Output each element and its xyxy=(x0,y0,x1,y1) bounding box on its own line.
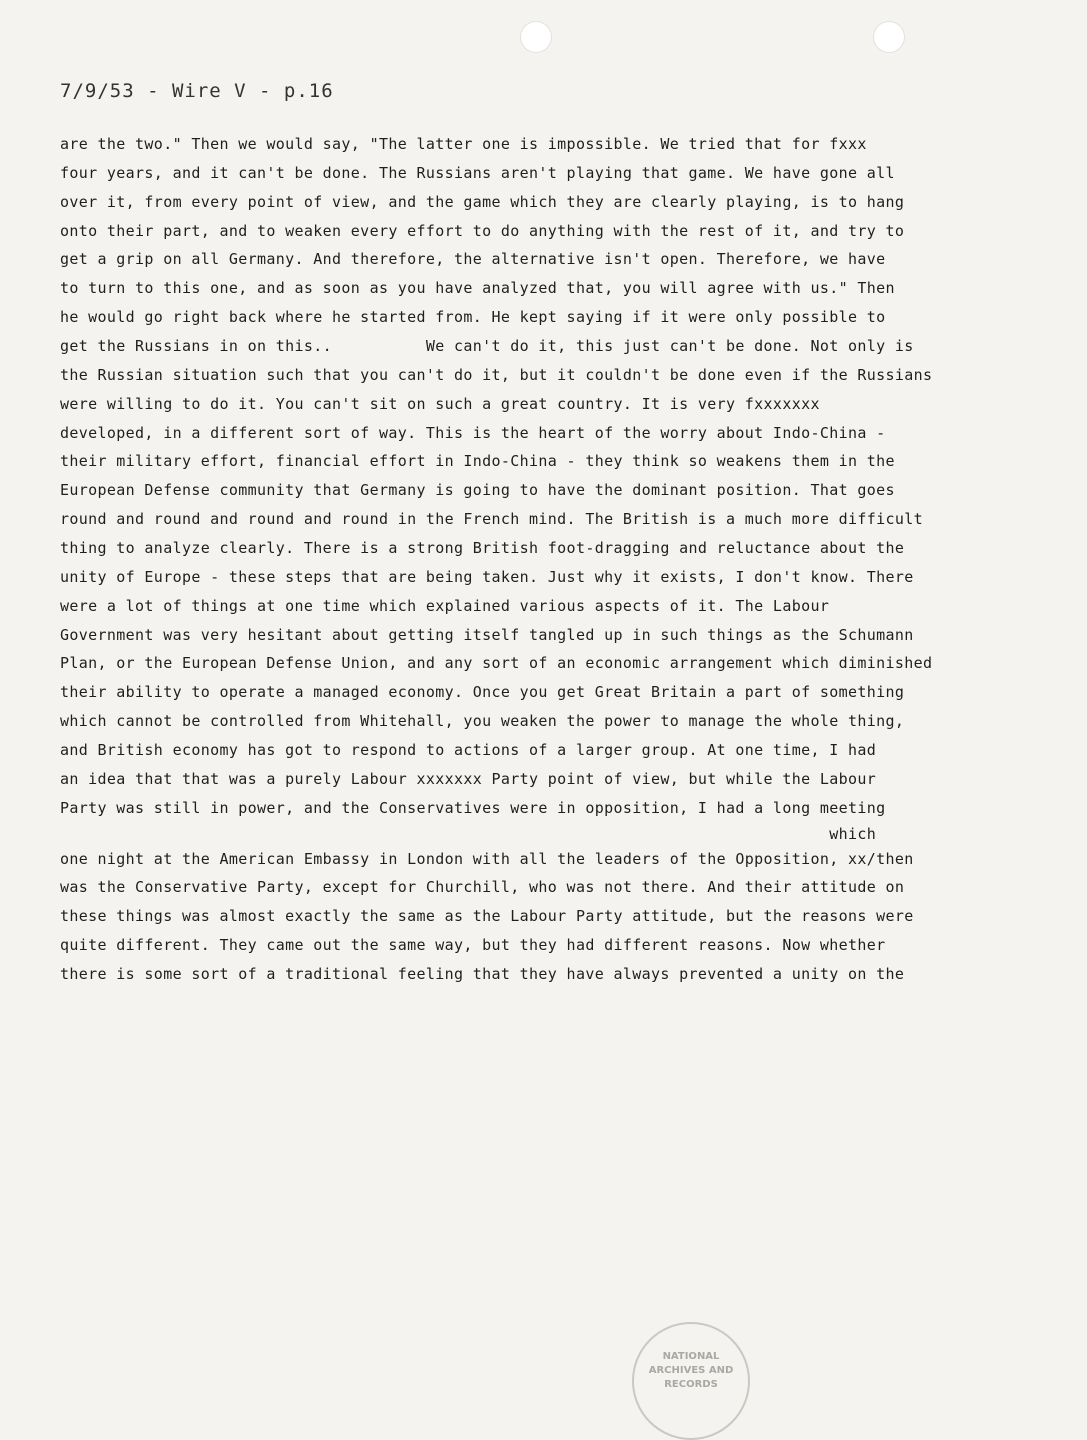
text-line: were willing to do it. You can't sit on such a great country. It is very fxxxxxxx xyxy=(60,394,820,413)
punch-hole xyxy=(521,22,551,52)
text-line: Government was very hesitant about getting itself tangled up in such things as the Schumann xyxy=(60,625,914,644)
text-line: he would go right back where he started from. He kept saying if it were only possible to xyxy=(60,308,886,327)
text-line: Plan, or the European Defense Union, and any sort of an economic arrangement which diminished xyxy=(60,654,933,673)
text-line: to turn to this one, and as soon as you have analyzed that, you will agree with us." Then xyxy=(60,279,895,298)
text-line: which cannot be controlled from Whitehall, you weaken the power to manage the whole thing, xyxy=(60,712,905,731)
text-line: and British economy has got to respond to actions of a larger group. At one time, I had xyxy=(60,741,877,760)
text-line: these things was almost exactly the same as the Labour Party attitude, but the reasons were xyxy=(60,907,914,926)
punch-hole xyxy=(874,22,904,52)
text-line: was the Conservative Party, except for Churchill, who was not there. And their attitude on xyxy=(60,878,905,897)
text-line: their military effort, financial effort in Indo-China - they think so weakens them in the xyxy=(60,452,895,471)
text-line: get the Russians in on this.. We can't do it, this just can't be done. Not only is xyxy=(60,337,914,356)
text-line: an idea that that was a purely Labour xxxxxxx Party point of view, but while the Labour xyxy=(60,769,877,788)
archive-stamp xyxy=(632,1322,750,1440)
text-line: four years, and it can't be done. The Russians aren't playing that game. We have gone all xyxy=(60,163,895,182)
text-line: over it, from every point of view, and the game which they are clearly playing, is to hang xyxy=(60,192,905,211)
text-line: there is some sort of a traditional feeling that they have always prevented a unity on the xyxy=(60,965,905,984)
typed-body xyxy=(60,130,1050,989)
text-line: get a grip on all Germany. And therefore, the alternative isn't open. Therefore, we have xyxy=(60,250,886,269)
text-line: Party was still in power, and the Conservatives were in opposition, I had a long meeting xyxy=(60,798,886,817)
text-line: their ability to operate a managed economy. Once you get Great Britain a part of something xyxy=(60,683,905,702)
text-line: were a lot of things at one time which explained various aspects of it. The Labour xyxy=(60,596,830,615)
text-line: the Russian situation such that you can't do it, but it couldn't be done even if the Russians xyxy=(60,365,933,384)
stamp-line: ARCHIVES AND xyxy=(648,1365,734,1376)
text-line: round and round and round and round in the French mind. The British is a much more difficult xyxy=(60,510,924,529)
text-line: are the two." Then we would say, "The latter one is impossible. We tried that for fxxx xyxy=(60,135,867,153)
text-line: onto their part, and to weaken every effort to do anything with the rest of it, and try to xyxy=(60,221,905,240)
text-line: thing to analyze clearly. There is a strong British foot-dragging and reluctance about the xyxy=(60,539,905,558)
text-line: quite different. They came out the same way, but they had different reasons. Now whether xyxy=(60,936,886,955)
text-line: one night at the American Embassy in London with all the leaders of the Opposition, xx/then xyxy=(60,849,914,868)
page-header: 7/9/53 - Wire V - p.16 xyxy=(60,80,334,102)
text-line: European Defense community that Germany is going to have the dominant position. That goes xyxy=(60,481,895,500)
text-line: unity of Europe - these steps that are being taken. Just why it exists, I don't know. There xyxy=(60,567,914,586)
stamp-line: RECORDS xyxy=(664,1379,718,1390)
stamp-line: NATIONAL xyxy=(662,1351,720,1362)
text-line: developed, in a different sort of way. This is the heart of the worry about Indo-China - xyxy=(60,423,886,442)
interlinear-insertion: which xyxy=(60,824,877,843)
